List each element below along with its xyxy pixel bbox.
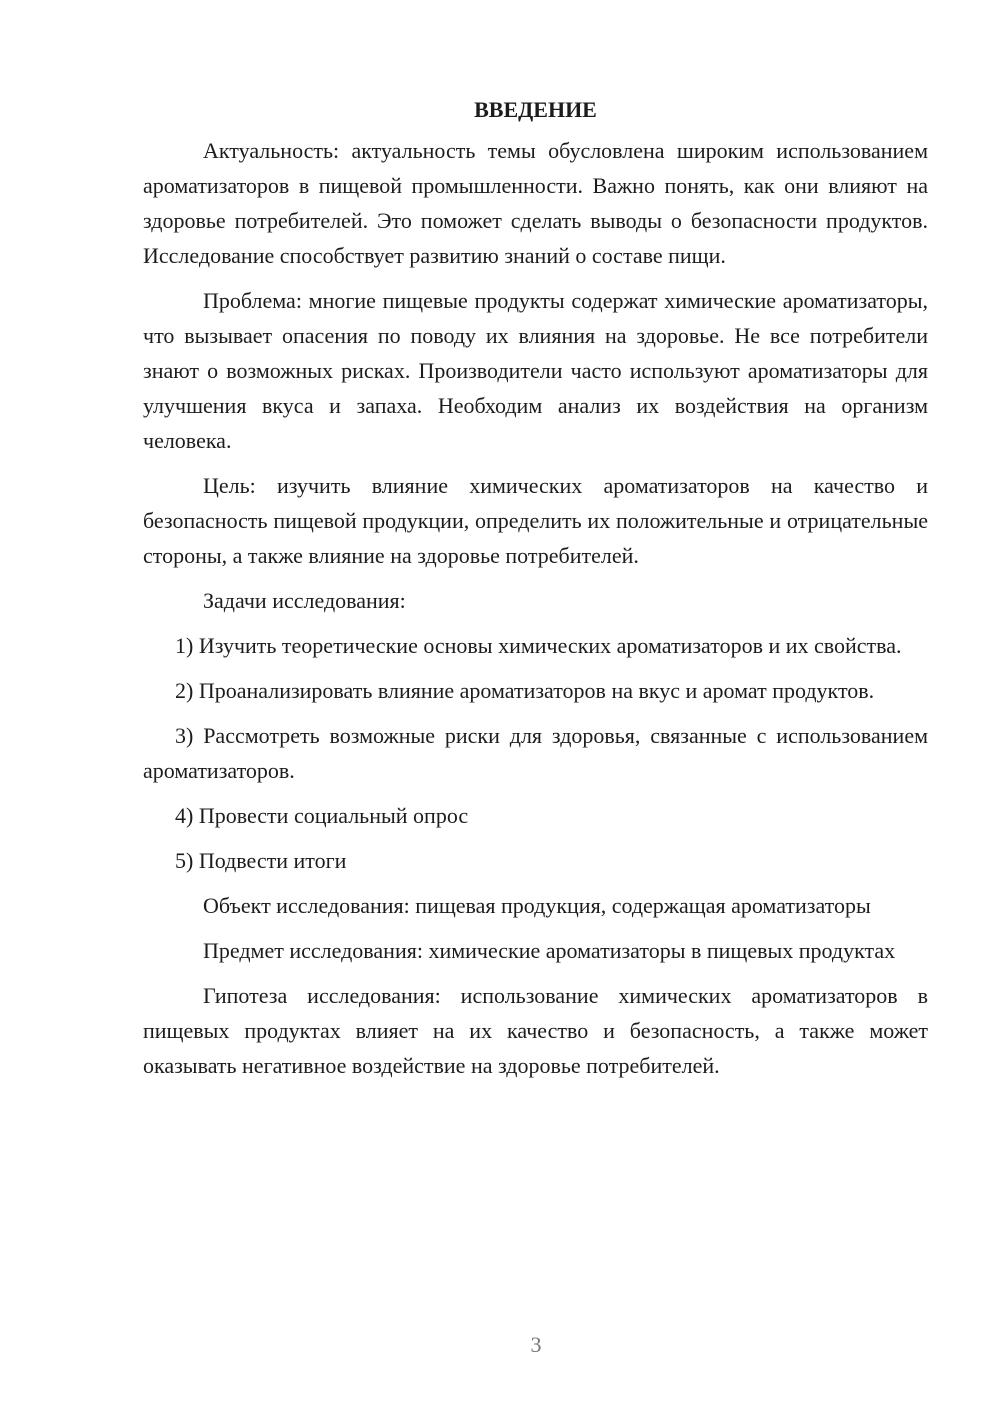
subject-paragraph: Предмет исследования: химические ароматизаторы в пищевых продуктах bbox=[203, 938, 896, 963]
document-page bbox=[143, 92, 928, 1093]
page-number: 3 bbox=[530, 1332, 542, 1357]
relevance-paragraph: Актуальность: актуальность темы обусловлена широким использованием ароматизаторов в пищевой промышленности. Важно понять, как они влияют на здоровье потребителей. Это поможет сделать выводы о безопасности продуктов. Исследование способствует развитию знаний о составе пищи. bbox=[143, 138, 928, 268]
task-item: 2) Проанализировать влияние ароматизаторов на вкус и аромат продуктов. bbox=[175, 678, 875, 703]
problem-paragraph: Проблема: многие пищевые продукты содержат химические ароматизаторы, что вызывает опасения по поводу их влияния на здоровье. Не все потребители знают о возможных рисках. Производители часто используют ароматизаторы для улучшения вкуса и запаха. Необходим анализ их воздействия на организм человека. bbox=[143, 288, 928, 453]
hypothesis-paragraph: Гипотеза исследования: использование химических ароматизаторов в пищевых продуктах влияет на их качество и безопасность, а также может оказывать негативное воздействие на здоровье потребителей. bbox=[143, 983, 928, 1078]
task-item: 5) Подвести итоги bbox=[175, 848, 347, 873]
goal-paragraph: Цель: изучить влияние химических ароматизаторов на качество и безопасность пищевой продукции, определить их положительные и отрицательные стороны, а также влияние на здоровье потребителей. bbox=[143, 473, 928, 568]
object-paragraph: Объект исследования: пищевая продукция, содержащая ароматизаторы bbox=[203, 893, 871, 918]
task-item: 3) Рассмотреть возможные риски для здоровья, связанные с использованием ароматизаторов. bbox=[143, 723, 928, 783]
task-item: 1) Изучить теоретические основы химических ароматизаторов и их свойства. bbox=[175, 633, 902, 658]
tasks-heading: Задачи исследования: bbox=[203, 588, 406, 613]
section-title: ВВЕДЕНИЕ bbox=[474, 97, 597, 122]
task-item: 4) Провести социальный опрос bbox=[175, 803, 469, 828]
